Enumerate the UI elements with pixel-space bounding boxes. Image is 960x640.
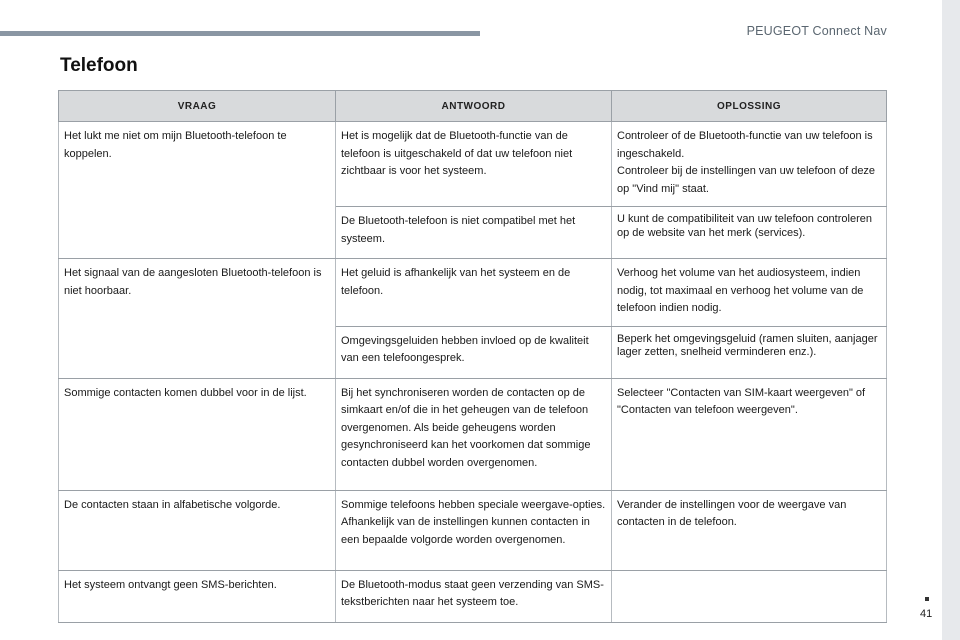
question-cell: De contacten staan in alfabetische volgorde. — [59, 490, 336, 570]
solution-cell — [612, 122, 887, 207]
solution-line: Controleer of de Bluetooth-functie van uw telefoon is ingeschakeld. — [617, 130, 873, 160]
question-cell: Sommige contacten komen dubbel voor in de lijst. — [59, 378, 336, 490]
answer-cell: Bij het synchroniseren worden de contacten op de simkaart en/of die in het geheugen van de telefoon overgenomen. Als beide geheugens worden gesynchroniseerd kan het voorkomen dat sommige contacten dubbel worden overgenomen. — [336, 378, 612, 490]
question-cell: Het systeem ontvangt geen SMS-berichten. — [59, 570, 336, 622]
question-cell: Het lukt me niet om mijn Bluetooth-telefoon te koppelen. — [59, 122, 336, 259]
answer-cell: Omgevingsgeluiden hebben invloed op de kwaliteit van een telefoongesprek. — [336, 326, 612, 378]
table-header-row — [59, 91, 887, 122]
table-row — [59, 490, 887, 570]
header-rule — [0, 31, 480, 36]
column-header-question: VRAAG — [59, 91, 336, 122]
answer-cell: Het geluid is afhankelijk van het systeem en de telefoon. — [336, 259, 612, 327]
faq-table — [58, 90, 887, 623]
solution-text: U kunt de compatibiliteit van uw telefoon controleren op de website van het merk (services). — [617, 213, 872, 239]
answer-cell: Het is mogelijk dat de Bluetooth-functie van de telefoon is uitgeschakeld of dat uw telefoon niet zichtbaar is voor het systeem. — [336, 122, 612, 207]
running-header: PEUGEOT Connect Nav — [746, 24, 887, 38]
table-row — [59, 122, 887, 207]
solution-cell: Selecteer "Contacten van SIM-kaart weergeven" of "Contacten van telefoon weergeven". — [612, 378, 887, 490]
answer-cell: De Bluetooth-modus staat geen verzending van SMS-tekstberichten naar het systeem toe. — [336, 570, 612, 622]
solution-cell: Verhoog het volume van het audiosysteem, indien nodig, tot maximaal en verhoog het volume van de telefoon indien nodig. — [612, 259, 887, 327]
column-header-answer: ANTWOORD — [336, 91, 612, 122]
solution-line-extra: Controleer bij de instellingen van uw telefoon of deze op "Vind mij" staat. — [617, 165, 876, 195]
solution-text: Beperk het omgevingsgeluid (ramen sluiten, aanjager lager zetten, snelheid verminderen enz.). — [617, 332, 878, 358]
solution-cell — [612, 326, 887, 378]
question-cell: Het signaal van de aangesloten Bluetooth-telefoon is niet hoorbaar. — [59, 259, 336, 379]
table-row — [59, 570, 887, 622]
solution-cell — [612, 207, 887, 259]
page-edge-strip — [942, 0, 960, 640]
square-bullet-icon — [925, 597, 929, 601]
answer-cell: De Bluetooth-telefoon is niet compatibel met het systeem. — [336, 207, 612, 259]
column-header-solution: OPLOSSING — [612, 91, 887, 122]
answer-cell: Sommige telefoons hebben speciale weergave-opties. Afhankelijk van de instellingen kunnen contacten in een bepaalde volgorde worden overgenomen. — [336, 490, 612, 570]
solution-cell: Verander de instellingen voor de weergave van contacten in de telefoon. — [612, 490, 887, 570]
page-number: 41 — [920, 608, 933, 620]
solution-cell — [612, 570, 887, 622]
page-title: Telefoon — [60, 55, 138, 76]
table-row — [59, 259, 887, 327]
table-row — [59, 378, 887, 490]
